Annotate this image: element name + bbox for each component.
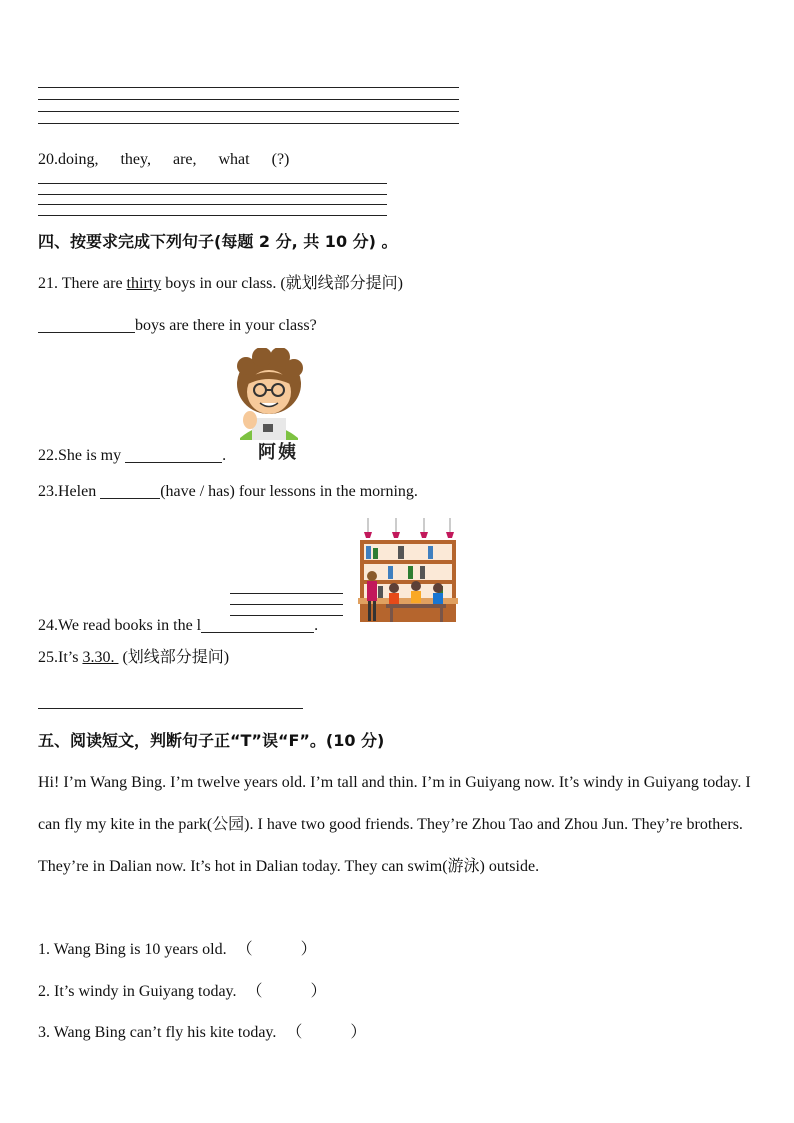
period: . [222,447,227,464]
word: doing, [58,151,99,168]
answer-blank[interactable] [38,316,135,333]
answer-line[interactable] [38,215,387,216]
answer-paren[interactable]: （ ） [236,941,317,958]
underlined-time: 3.30. [82,649,119,666]
q21-text: . There are [54,275,127,292]
answer-line[interactable] [230,593,343,594]
statement-text: 1. Wang Bing is 10 years old. [38,941,227,958]
q21-text: boys in our class. (就划线部分提问) [161,275,403,292]
library-illustration [358,518,458,624]
answer-line[interactable] [38,183,387,184]
answer-line[interactable] [38,708,303,709]
answer-blank[interactable] [125,446,222,463]
library-icon [358,518,458,624]
answer-line[interactable] [38,87,459,88]
q25-prompt [38,648,229,668]
statement [38,940,317,960]
q25-text: (划线部分提问) [118,649,230,666]
period: . [314,617,319,634]
statement [38,1023,366,1043]
q21-prompt [38,274,403,294]
answer-blank[interactable] [201,616,314,633]
q22-prompt [38,446,226,466]
word: what [218,151,250,168]
q25-text: 25.It’s [38,649,83,666]
answer-line[interactable] [230,604,343,605]
q20-number: 20. [38,151,58,168]
statement [38,982,327,1002]
section-five-heading: 五、阅读短文，判断句子正“T”误“F”。(10 分) [38,731,385,750]
answer-line[interactable] [38,194,387,195]
answer-paren[interactable]: （ ） [246,983,327,1000]
answer-line[interactable] [38,204,387,205]
q23-text: 23.Helen [38,483,101,500]
statement-text: 2. It’s windy in Guiyang today. [38,983,237,1000]
q22-text: 22.She is my [38,447,126,464]
statement-text: 3. Wang Bing can’t fly his kite today. [38,1024,277,1041]
answer-paren[interactable]: （ ） [286,1024,367,1041]
q24-prompt [38,616,318,636]
grandma-illustration [232,348,316,466]
q20-prompt [38,150,311,170]
q21-answer [38,316,317,336]
q24-text: 24.We read books in the l [38,617,202,634]
reading-passage: Hi! I’m Wang Bing. I’m twelve years old. I’m tall and thin. I’m in Guiyang now. It’s windy in Guiyang today. I can fly my kite in the park(公园). I have two good friends. They’re Zhou Tao and Zhou Jun. They’re brothers. They’re in Dalian now. It’s hot in Dalian today. They can swim(游泳) outside. [38,774,751,875]
answer-line[interactable] [38,111,459,112]
underlined-word: thirty [126,275,162,292]
answer-blank[interactable] [100,482,160,499]
section-four-heading: 四、按要求完成下列句子(每题 2 分, 共 10 分) 。 [38,232,398,251]
word: they, [120,151,151,168]
q21-number: 21 [38,275,54,292]
answer-line[interactable] [38,123,459,124]
word: (?) [271,151,290,168]
word: are, [172,151,197,168]
image-caption: 阿姨 [258,442,298,463]
answer-line[interactable] [38,99,459,100]
q23-prompt [38,482,418,502]
q23-text: (have / has) four lessons in the morning. [160,483,418,500]
q21-answer-tail: boys are there in your class? [135,317,317,334]
